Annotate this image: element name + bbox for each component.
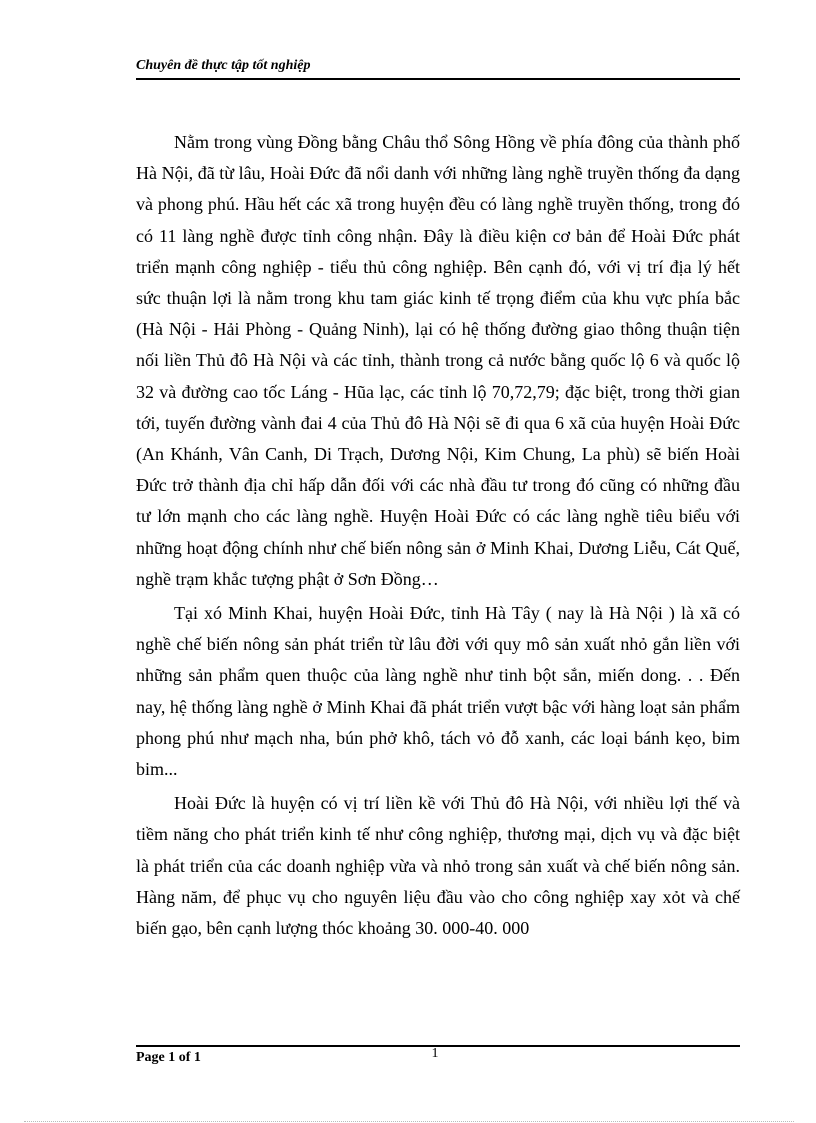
- footer-page-label: Page 1 of 1: [136, 1050, 201, 1065]
- header-divider: [136, 78, 740, 80]
- page-bottom-edge: [24, 1121, 794, 1122]
- footer-page-number: 1: [431, 1046, 439, 1061]
- paragraph-2: Tại xó Minh Khai, huyện Hoài Đức, tỉnh Hà Tây ( nay là Hà Nội ) là xã có nghề chế biến nông sản phát triển từ lâu đời với quy mô sản xuất nhỏ gắn liền với những sản phẩm quen thuộc của làng nghề như tinh bột sắn, miến dong. . . Đến nay, hệ thống làng nghề ở Minh Khai đã phát triển vượt bậc với hàng loạt sản phẩm phong phú như mạch nha, bún phở khô, tách vỏ đỗ xanh, các loại bánh kẹo, bim bim...: [136, 603, 740, 780]
- document-body: [136, 127, 740, 947]
- paragraph-1: Nằm trong vùng Đồng bằng Châu thổ Sông Hồng về phía đông của thành phố Hà Nội, đã từ lâu, Hoài Đức đã nổi danh với những làng nghề truyền thống đa dạng và phong phú. Hầu hết các xã trong huyện đều có làng nghề truyền thống, trong đó có 11 làng nghề được tỉnh công nhận. Đây là điều kiện cơ bản để Hoài Đức phát triển mạnh công nghiệp - tiểu thủ công nghiệp. Bên cạnh đó, với vị trí địa lý hết sức thuận lợi là nằm trong khu tam giác kinh tế trọng điểm của khu vực phía bắc (Hà Nội - Hải Phòng - Quảng Ninh), lại có hệ thống đường giao thông thuận tiện nối liền Thủ đô Hà Nội và các tỉnh, thành trong cả nước bằng quốc lộ 6 và quốc lộ 32 và đường cao tốc Láng - Hũa lạc, các tỉnh lộ 70,72,79; đặc biệt, trong thời gian tới, tuyến đường vành đai 4 của Thủ đô Hà Nội sẽ đi qua 6 xã của huyện Hoài Đức (An Khánh, Vân Canh, Di Trạch, Dương Nội, Kim Chung, La phù) sẽ biến Hoài Đức trở thành địa chỉ hấp dẫn đối với các nhà đầu tư trong đó cũng có những đầu tư lớn mạnh cho các làng nghề. Huyện Hoài Đức có các làng nghề tiêu biểu với những hoạt động chính như chế biến nông sản ở Minh Khai, Dương Liễu, Cát Quế, nghề trạm khắc tượng phật ở Sơn Đồng…: [136, 132, 740, 589]
- paragraph-3: Hoài Đức là huyện có vị trí liền kề với Thủ đô Hà Nội, với nhiều lợi thế và tiềm năng cho phát triển kinh tế như công nghiệp, thương mại, dịch vụ và đặc biệt là phát triển của các doanh nghiệp vừa và nhỏ trong sản xuất và chế biến nông sản. Hàng năm, để phục vụ cho nguyên liệu đầu vào cho công nghiệp xay xỏt và chế biến gạo, bên cạnh lượng thóc khoảng 30. 000-40. 000: [136, 793, 740, 939]
- page-header-title: Chuyên đề thực tập tốt nghiệp: [136, 58, 311, 73]
